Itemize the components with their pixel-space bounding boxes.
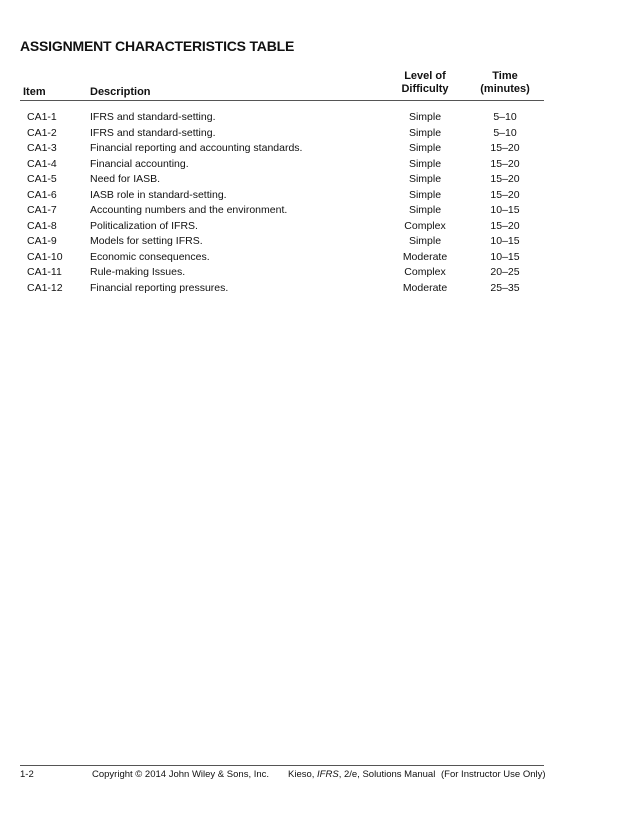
header-level-of-difficulty <box>390 70 460 96</box>
header-level-line1: Level of <box>404 70 446 82</box>
table-row <box>0 234 638 250</box>
row-time: 15–20 <box>490 188 520 201</box>
footer-divider <box>20 765 544 766</box>
row-time: 5–10 <box>493 111 517 123</box>
row-time: 10–15 <box>490 250 520 263</box>
row-description: Models for setting IFRS. <box>90 235 203 247</box>
table-row <box>0 281 638 297</box>
row-description: Need for IASB. <box>90 173 161 185</box>
table-row <box>0 203 638 219</box>
footer-book <box>288 769 435 780</box>
table-row <box>0 126 638 142</box>
row-time: 25–35 <box>490 281 520 294</box>
header-description: Description <box>90 86 151 98</box>
row-difficulty: Simple <box>408 173 442 185</box>
table-row <box>0 250 638 266</box>
row-description: Economic consequences. <box>90 250 210 263</box>
table-row <box>0 141 638 157</box>
row-item: CA1-5 <box>27 173 57 185</box>
header-level-line2: Difficulty <box>401 83 449 95</box>
footer-book-title: IFRS <box>317 769 339 780</box>
row-difficulty: Complex <box>404 219 446 232</box>
row-difficulty: Moderate <box>402 250 448 263</box>
row-time: 10–15 <box>490 204 520 216</box>
row-difficulty: Complex <box>404 266 446 278</box>
row-item: CA1-8 <box>27 219 57 232</box>
table-row <box>0 265 638 281</box>
row-difficulty: Simple <box>408 188 442 201</box>
row-item: CA1-9 <box>27 235 57 247</box>
row-item: CA1-11 <box>27 266 62 278</box>
table-row <box>0 157 638 173</box>
row-description: IASB role in standard-setting. <box>90 188 227 201</box>
row-difficulty: Simple <box>408 235 442 247</box>
row-description: Accounting numbers and the environment. <box>90 204 288 216</box>
row-difficulty: Simple <box>408 157 442 170</box>
header-time-line2: (minutes) <box>480 83 530 95</box>
row-description: IFRS and standard-setting. <box>90 126 216 139</box>
row-difficulty: Simple <box>408 204 442 216</box>
row-time: 15–20 <box>490 142 520 154</box>
footer-page-number: 1-2 <box>20 769 34 780</box>
row-item: CA1-2 <box>27 126 57 139</box>
footer-copyright: Copyright © 2014 John Wiley & Sons, Inc. <box>92 769 270 780</box>
row-item: CA1-3 <box>27 142 57 154</box>
row-item: CA1-10 <box>27 250 63 263</box>
row-description: Financial reporting and accounting standards. <box>90 142 303 154</box>
row-item: CA1-1 <box>27 111 57 123</box>
footer-instructor-use: (For Instructor Use Only) <box>441 769 546 780</box>
row-item: CA1-12 <box>27 281 63 294</box>
footer-book-suffix: , 2/e, Solutions Manual <box>338 769 436 780</box>
header-divider <box>20 100 544 101</box>
row-time: 10–15 <box>490 235 520 247</box>
row-time: 5–10 <box>493 126 517 139</box>
row-time: 15–20 <box>490 173 520 185</box>
row-description: IFRS and standard-setting. <box>90 111 216 123</box>
footer-book-prefix: Kieso, <box>288 769 318 780</box>
row-item: CA1-7 <box>27 204 57 216</box>
header-time <box>470 70 540 96</box>
row-description: Financial accounting. <box>90 157 189 170</box>
row-time: 15–20 <box>490 219 520 232</box>
row-description: Rule-making Issues. <box>90 266 186 278</box>
table-body <box>0 110 638 296</box>
header-time-line1: Time <box>492 70 518 82</box>
page-title: ASSIGNMENT CHARACTERISTICS TABLE <box>20 38 295 54</box>
header-item: Item <box>23 86 46 98</box>
row-time: 15–20 <box>490 157 520 170</box>
row-item: CA1-6 <box>27 188 57 201</box>
table-row <box>0 219 638 235</box>
table-row <box>0 172 638 188</box>
row-description: Politicalization of IFRS. <box>90 219 198 232</box>
row-difficulty: Simple <box>408 142 442 154</box>
row-difficulty: Moderate <box>402 281 448 294</box>
row-time: 20–25 <box>490 266 520 278</box>
row-description: Financial reporting pressures. <box>90 281 229 294</box>
row-difficulty: Simple <box>408 111 442 123</box>
table-row <box>0 188 638 204</box>
table-row <box>0 110 638 126</box>
row-difficulty: Simple <box>408 126 442 139</box>
row-item: CA1-4 <box>27 157 57 170</box>
